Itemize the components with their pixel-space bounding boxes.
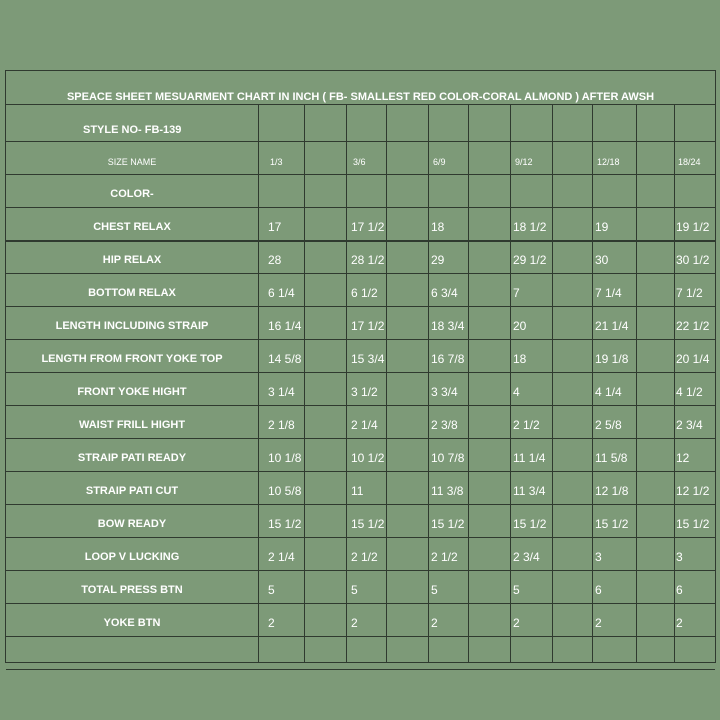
- row-label: CHEST RELAX: [93, 221, 171, 233]
- table-cell: 5: [513, 583, 520, 597]
- table-cell: 12 1/2: [676, 484, 710, 498]
- table-cell: 30: [595, 253, 609, 267]
- table-cell: 2 3/8: [431, 418, 458, 432]
- row-label: STRAIP PATI READY: [77, 452, 187, 464]
- table-cell: 20 1/4: [676, 352, 710, 366]
- row-label: LOOP V LUCKING: [84, 551, 180, 563]
- table-cell: 14 5/8: [268, 352, 302, 366]
- grid-vline: [428, 104, 429, 663]
- table-cell: 7 1/4: [595, 286, 622, 300]
- grid-vline: [552, 104, 553, 663]
- grid-hline: [6, 504, 715, 505]
- table-cell: 18: [431, 220, 445, 234]
- grid-hline: [6, 273, 715, 274]
- table-cell: 3 1/2: [351, 385, 378, 399]
- table-cell: 11 1/4: [513, 451, 546, 465]
- table-cell: 19 1/2: [676, 220, 710, 234]
- table-cell: 4 1/4: [595, 385, 622, 399]
- size-header: 18/24: [678, 157, 701, 167]
- table-cell: 12: [676, 451, 690, 465]
- table-cell: 4 1/2: [676, 385, 703, 399]
- grid-vline: [636, 104, 637, 663]
- grid-vline: [258, 104, 259, 663]
- table-cell: 30 1/2: [676, 253, 710, 267]
- row-label: BOW READY: [97, 518, 167, 530]
- table-cell: 2 5/8: [595, 418, 622, 432]
- table-cell: 2 1/4: [351, 418, 378, 432]
- table-cell: 15 3/4: [351, 352, 385, 366]
- table-cell: 10 5/8: [268, 484, 302, 498]
- grid-hline: [6, 438, 715, 439]
- table-cell: 21 1/4: [595, 319, 629, 333]
- grid-hline: [6, 240, 715, 241]
- row-label: LENGTH FROM FRONT YOKE TOP: [41, 353, 223, 365]
- grid-hline: [6, 471, 715, 472]
- table-cell: 17: [268, 220, 282, 234]
- table-cell: 17 1/2: [351, 319, 385, 333]
- size-name-label: SIZE NAME: [107, 157, 157, 167]
- grid-vline: [386, 104, 387, 663]
- table-cell: 29: [431, 253, 445, 267]
- grid-vline: [468, 104, 469, 663]
- table-cell: 15 1/2: [268, 517, 302, 531]
- table-cell: 5: [268, 583, 275, 597]
- table-cell: 11 5/8: [595, 451, 628, 465]
- grid-hline: [6, 241, 715, 242]
- grid-hline: [6, 306, 715, 307]
- table-cell: 2 1/2: [513, 418, 540, 432]
- table-cell: 2: [513, 616, 520, 630]
- grid-vline: [592, 104, 593, 663]
- table-cell: 11 3/4: [513, 484, 546, 498]
- color-label: COLOR-: [110, 188, 154, 200]
- table-cell: 11 3/8: [431, 484, 464, 498]
- grid-hline: [6, 570, 715, 571]
- table-cell: 15 1/2: [351, 517, 385, 531]
- table-cell: 5: [351, 583, 358, 597]
- table-cell: 17 1/2: [351, 220, 385, 234]
- row-label: LENGTH INCLUDING STRAIP: [55, 320, 209, 332]
- grid-hline: [6, 104, 715, 105]
- table-cell: 7: [513, 286, 520, 300]
- table-cell: 2: [676, 616, 683, 630]
- table-cell: 6: [676, 583, 683, 597]
- table-cell: 2: [431, 616, 438, 630]
- table-cell: 12 1/8: [595, 484, 629, 498]
- grid-hline: [6, 372, 715, 373]
- row-label: FRONT YOKE HIGHT: [77, 386, 187, 398]
- grid-hline: [6, 141, 715, 142]
- table-cell: 15 1/2: [676, 517, 710, 531]
- table-cell: 6: [595, 583, 602, 597]
- grid-vline: [304, 104, 305, 663]
- table-cell: 18 1/2: [513, 220, 547, 234]
- table-cell: 2 1/8: [268, 418, 295, 432]
- style-number: STYLE NO- FB-139: [83, 124, 182, 136]
- table-cell: 2: [595, 616, 602, 630]
- sheet-title: SPEACE SHEET MESUARMENT CHART IN INCH ( FB- SMALLEST RED COLOR-CORAL ALMOND ) AFTER AWSH: [66, 91, 655, 103]
- table-cell: 3: [595, 550, 602, 564]
- grid-hline: [6, 537, 715, 538]
- grid-hline: [6, 339, 715, 340]
- table-cell: 29 1/2: [513, 253, 547, 267]
- grid-vline: [346, 104, 347, 663]
- table-cell: 10 7/8: [431, 451, 465, 465]
- grid-hline: [6, 174, 715, 175]
- row-label: YOKE BTN: [103, 617, 161, 629]
- table-cell: 4: [513, 385, 520, 399]
- table-cell: 28: [268, 253, 282, 267]
- table-cell: 28 1/2: [351, 253, 385, 267]
- table-cell: 3 3/4: [431, 385, 458, 399]
- table-cell: 20: [513, 319, 527, 333]
- grid-vline: [510, 104, 511, 663]
- table-cell: 19 1/8: [595, 352, 629, 366]
- grid-hline: [6, 207, 715, 208]
- measurement-sheet: [5, 70, 716, 663]
- row-label: HIP RELAX: [102, 254, 162, 266]
- row-label: BOTTOM RELAX: [88, 287, 176, 299]
- table-cell: 19: [595, 220, 609, 234]
- table-cell: 22 1/2: [676, 319, 710, 333]
- size-header: 3/6: [353, 157, 366, 167]
- table-cell: 2 3/4: [513, 550, 540, 564]
- table-cell: 3: [676, 550, 683, 564]
- table-cell: 6 1/2: [351, 286, 378, 300]
- row-label: TOTAL PRESS BTN: [81, 584, 183, 596]
- table-cell: 3 1/4: [268, 385, 295, 399]
- table-cell: 2 1/2: [431, 550, 458, 564]
- table-cell: 7 1/2: [676, 286, 703, 300]
- table-cell: 2 1/2: [351, 550, 378, 564]
- table-cell: 15 1/2: [595, 517, 629, 531]
- table-cell: 6 1/4: [268, 286, 295, 300]
- table-cell: 16 7/8: [431, 352, 465, 366]
- grid-hline: [6, 603, 715, 604]
- grid-hline: [6, 405, 715, 406]
- table-cell: 2: [351, 616, 358, 630]
- grid-vline: [674, 104, 675, 663]
- size-header: 9/12: [515, 157, 533, 167]
- table-cell: 2: [268, 616, 275, 630]
- table-cell: 2 1/4: [268, 550, 295, 564]
- table-cell: 18 3/4: [431, 319, 465, 333]
- size-header: 6/9: [433, 157, 446, 167]
- size-header: 12/18: [597, 157, 620, 167]
- table-cell: 15 1/2: [431, 517, 465, 531]
- table-cell: 10 1/8: [268, 451, 302, 465]
- size-header: 1/3: [270, 157, 283, 167]
- grid-hline: [6, 669, 715, 670]
- row-label: WAIST FRILL HIGHT: [78, 419, 186, 431]
- table-cell: 5: [431, 583, 438, 597]
- table-cell: 2 3/4: [676, 418, 703, 432]
- table-cell: 10 1/2: [351, 451, 385, 465]
- table-cell: 11: [351, 484, 364, 498]
- table-cell: 15 1/2: [513, 517, 547, 531]
- table-cell: 6 3/4: [431, 286, 458, 300]
- table-cell: 16 1/4: [268, 319, 302, 333]
- grid-hline: [6, 636, 715, 637]
- row-label: STRAIP PATI CUT: [85, 485, 179, 497]
- table-cell: 18: [513, 352, 527, 366]
